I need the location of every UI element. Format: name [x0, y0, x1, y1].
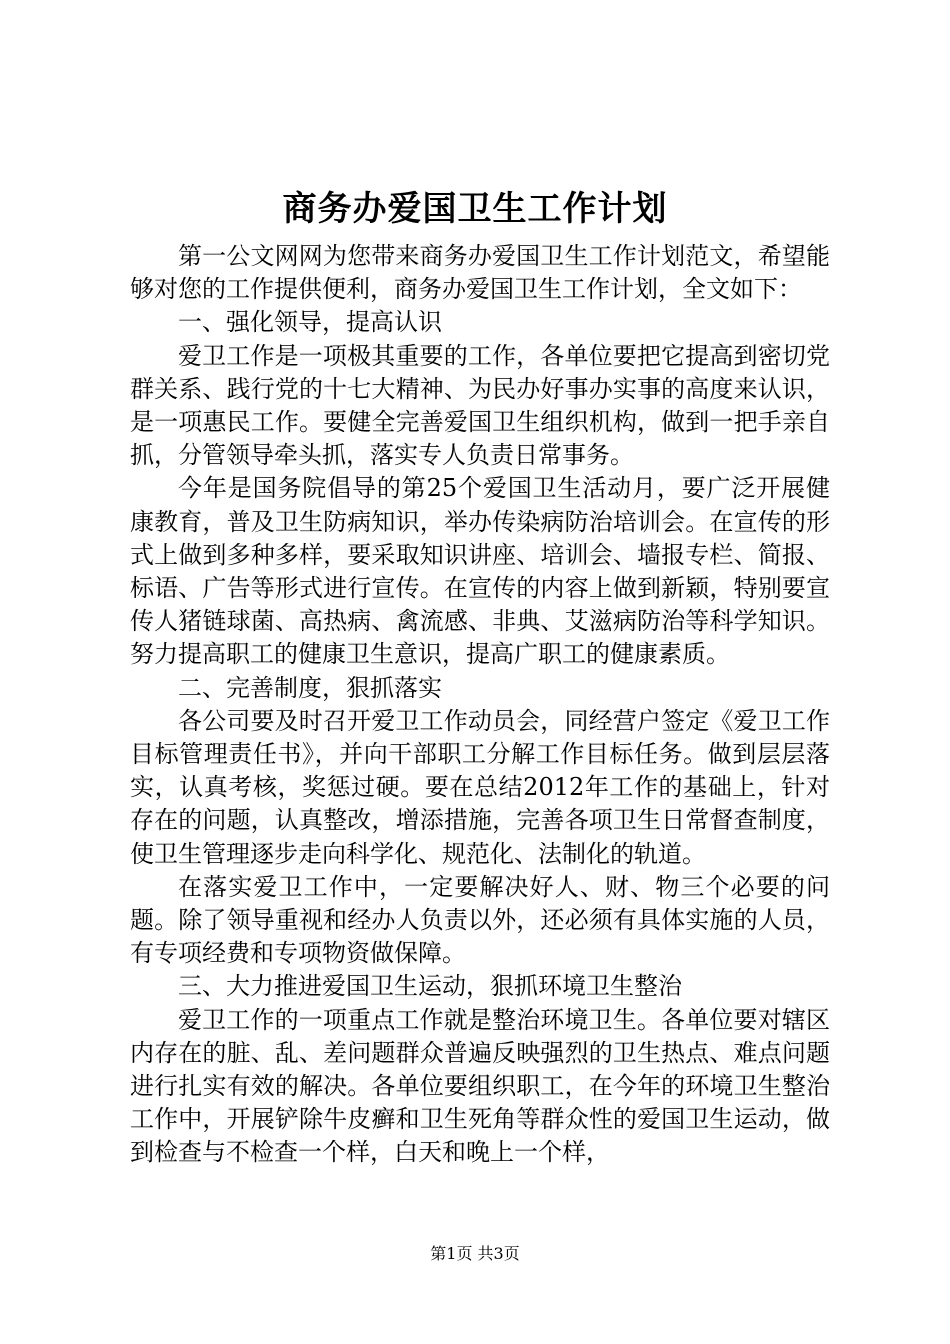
- body-paragraph: 各公司要及时召开爱卫工作动员会，同经营户签定《爱卫工作目标管理责任书》，并向干部职工分解工作目标任务。做到层层落实，认真考核，奖惩过硬。要在总结2012年工作的基础上，针对存在的问题，认真整改，增添措施，完善各项卫生日常督查制度，使卫生管理逐步走向科学化、规范化、法制化的轨道。: [130, 706, 830, 868]
- section-heading-2: 二、完善制度，狠抓落实: [178, 673, 442, 702]
- intro-paragraph: 第一公文网网为您带来商务办爱国卫生工作计划范文，希望能够对您的工作提供便利，商务办爱国卫生工作计划，全文如下：: [130, 242, 830, 304]
- body-paragraph: 在落实爱卫工作中，一定要解决好人、财、物三个必要的问题。除了领导重视和经办人负责以外，还必须有具体实施的人员，有专项经费和专项物资做保障。: [130, 872, 830, 968]
- body-paragraph: 爱卫工作的一项重点工作就是整治环境卫生。各单位要对辖区内存在的脏、乱、差问题群众普遍反映强烈的卫生热点、难点问题进行扎实有效的解决。各单位要组织职工，在今年的环境卫生整治工作中，开展铲除牛皮癣和卫生死角等群众性的爱国卫生运动，做到检查与不检查一个样，白天和晚上一个样，: [130, 1005, 830, 1167]
- page-footer: 第1页 共3页: [430, 1244, 520, 1263]
- body-paragraph: 爱卫工作是一项极其重要的工作，各单位要把它提高到密切党群关系、践行党的十七大精神、为民办好事办实事的高度来认识，是一项惠民工作。要健全完善爱国卫生组织机构，做到一把手亲自抓，分管领导牵头抓，落实专人负责日常事务。: [130, 341, 830, 470]
- document-title: 商务办爱国卫生工作计划: [282, 189, 668, 229]
- body-paragraph: 今年是国务院倡导的第25个爱国卫生活动月，要广泛开展健康教育，普及卫生防病知识，举办传染病防治培训会。在宣传的形式上做到多种多样，要采取知识讲座、培训会、墙报专栏、简报、标语、广告等形式进行宣传。在宣传的内容上做到新颖，特别要宣传人猪链球菌、高热病、禽流感、非典、艾滋病防治等科学知识。努力提高职工的健康卫生意识，提高广职工的健康素质。: [130, 474, 830, 669]
- document-body: [130, 240, 830, 1170]
- section-heading-1: 一、强化领导，提高认识: [178, 308, 442, 337]
- section-heading-3: 三、大力推进爱国卫生运动，狠抓环境卫生整治: [178, 972, 682, 1001]
